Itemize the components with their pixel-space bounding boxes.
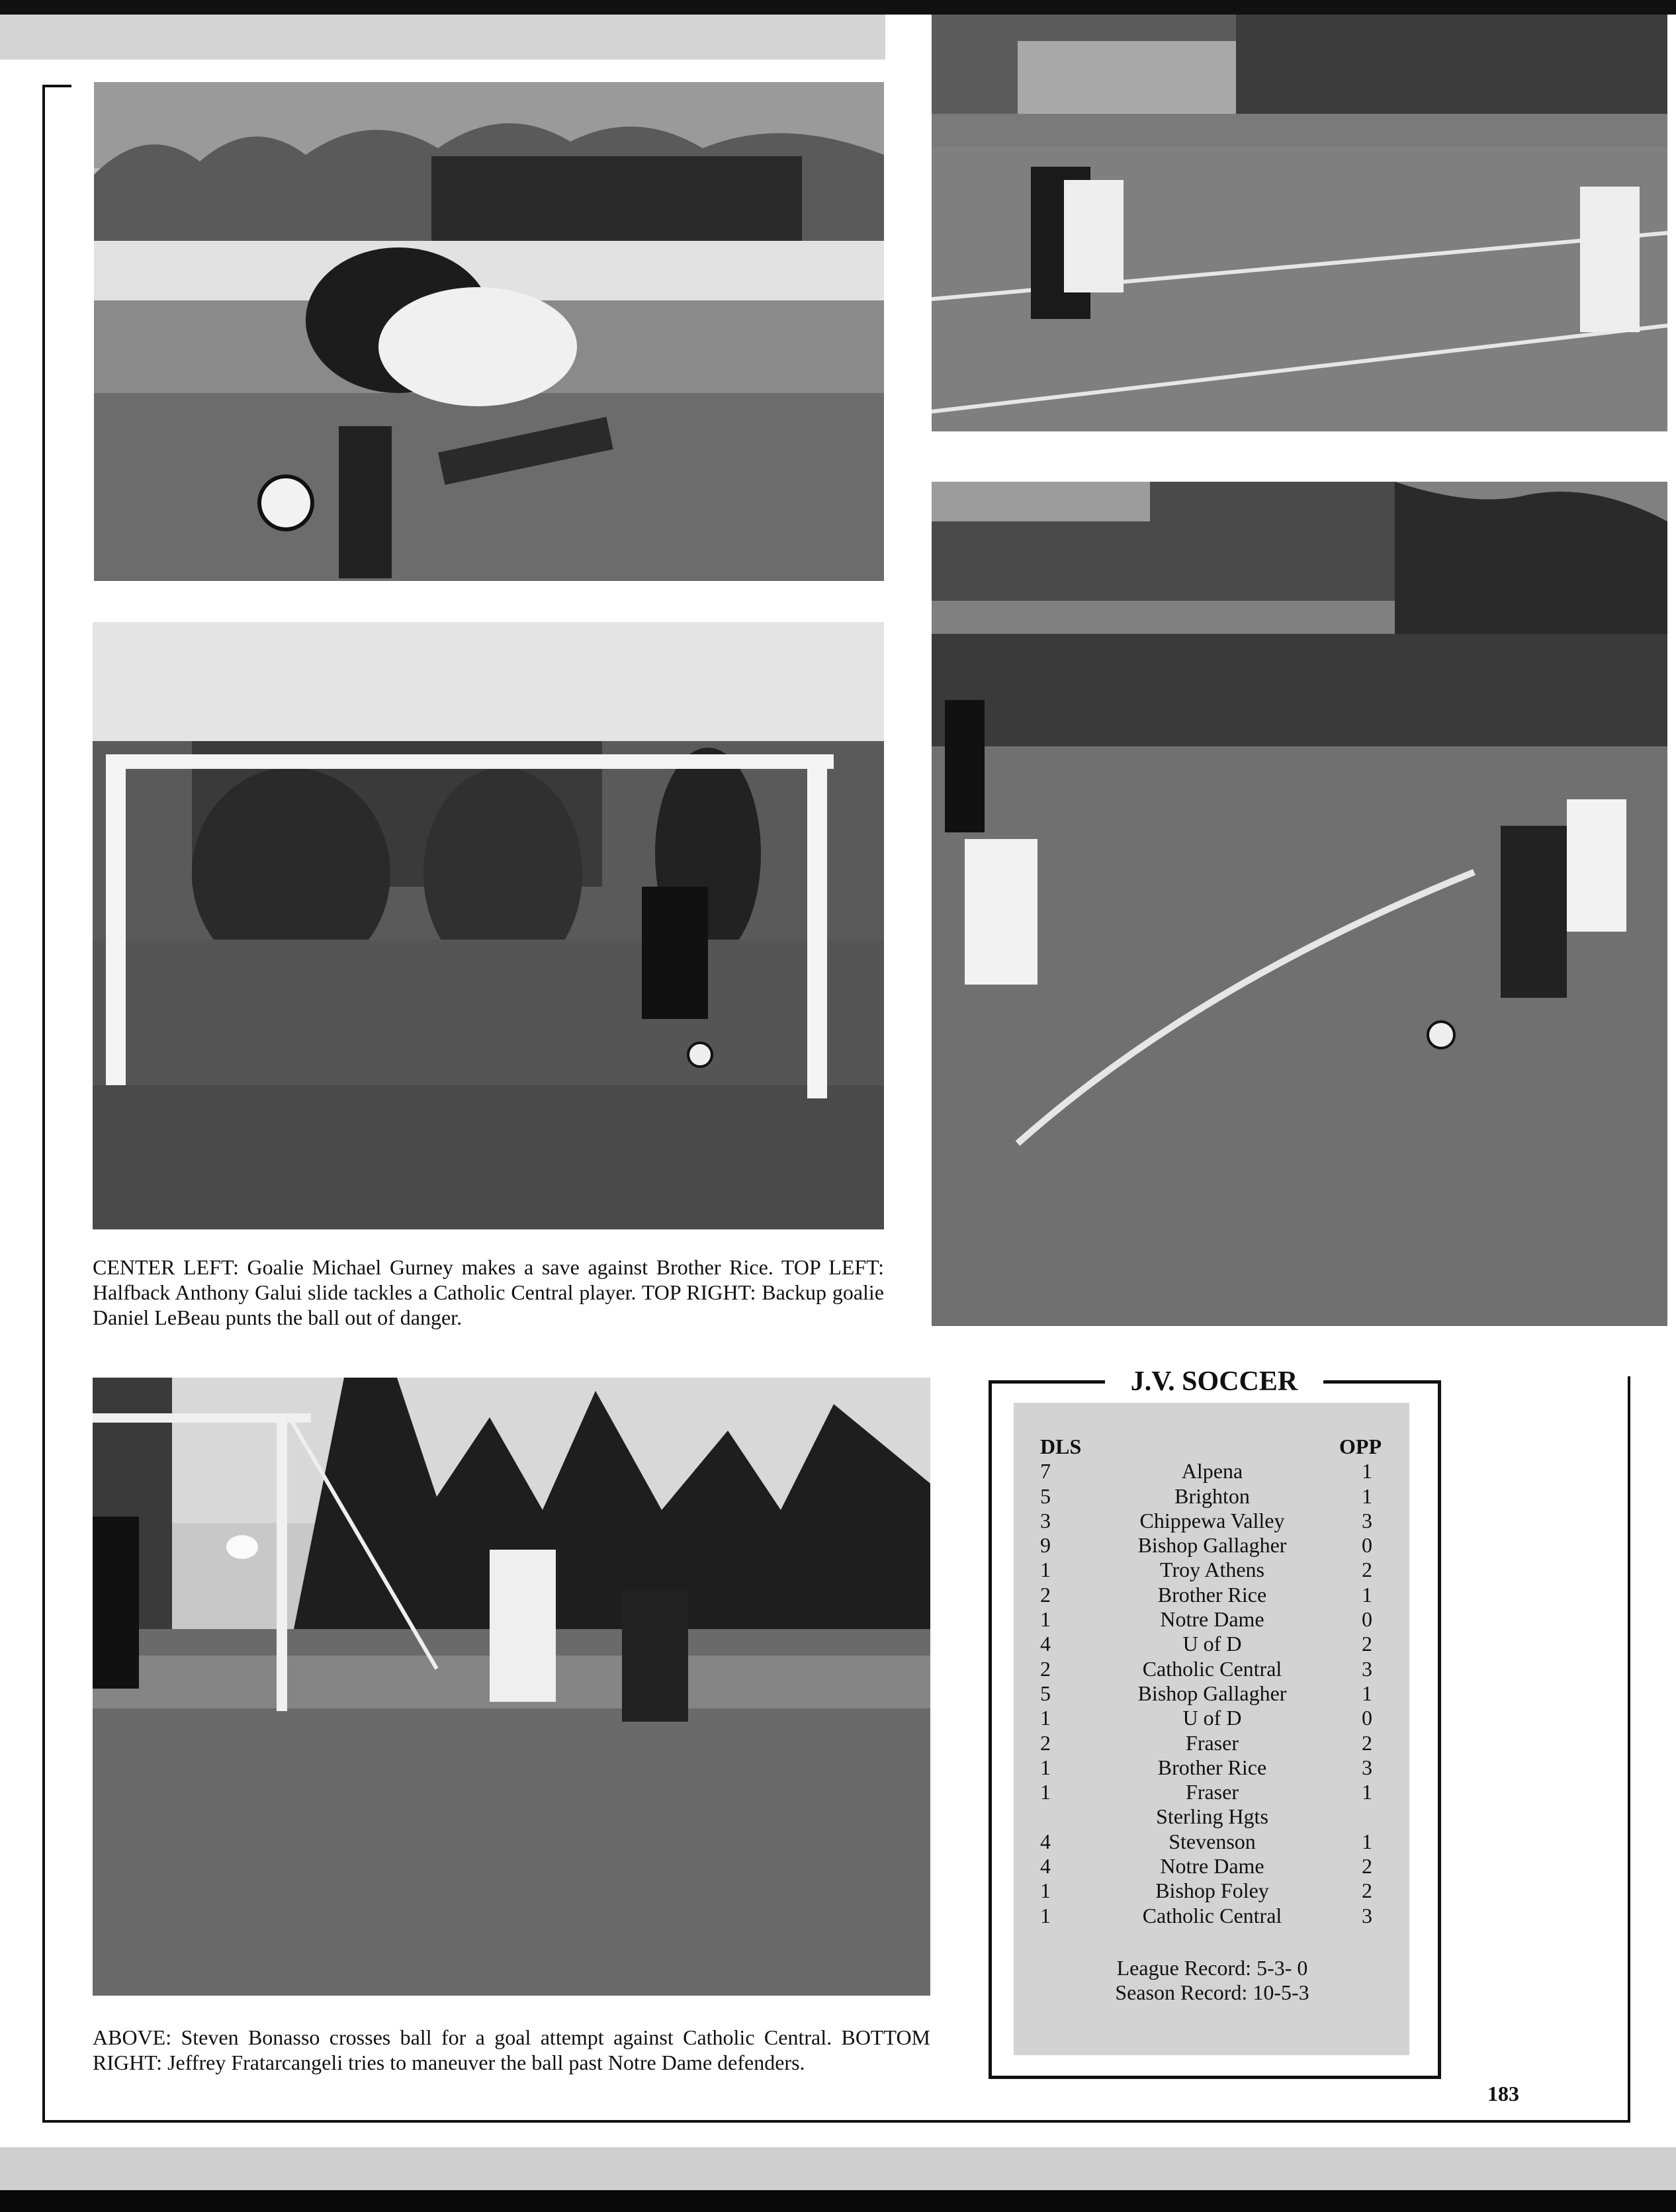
scoreboard-table <box>1040 1435 1387 1928</box>
opponent-name: Troy Athens <box>1160 1558 1264 1582</box>
opponent-name: Fraser <box>1186 1780 1239 1804</box>
page-number: 183 <box>1487 2082 1519 2105</box>
score-dls: 1 <box>1040 1879 1051 1903</box>
season-record: Season Record: 10-5-3 <box>1115 1980 1309 2004</box>
score-opp: 3 <box>1362 1656 1372 1681</box>
frame-rule-top <box>42 85 71 87</box>
score-opp: 3 <box>1362 1755 1372 1779</box>
photo-maneuver-past-defenders <box>932 482 1667 1326</box>
score-opp: 1 <box>1362 1780 1372 1804</box>
score-dls: 1 <box>1040 1780 1051 1804</box>
table-row <box>1040 1681 1387 1706</box>
score-dls: 2 <box>1040 1582 1051 1607</box>
table-row <box>1040 1533 1387 1558</box>
table-row <box>1040 1607 1387 1632</box>
score-dls: 4 <box>1040 1632 1051 1656</box>
opponent-name: Catholic Central <box>1142 1903 1282 1927</box>
table-row <box>1040 1583 1387 1607</box>
opponent-name: Alpena <box>1181 1459 1243 1483</box>
score-opp: 0 <box>1362 1607 1372 1632</box>
table-row <box>1040 1780 1387 1804</box>
score-dls: 1 <box>1040 1706 1051 1730</box>
opponent-name: Brother Rice <box>1157 1582 1267 1607</box>
score-dls: 2 <box>1040 1656 1051 1681</box>
score-dls: 5 <box>1040 1483 1051 1508</box>
records <box>1040 1956 1384 2005</box>
scoreboard-rows <box>1040 1459 1387 1928</box>
opponent-name: Fraser <box>1186 1730 1239 1755</box>
opponent-name: Bishop Gallagher <box>1137 1681 1287 1705</box>
score-opp: 2 <box>1362 1879 1372 1903</box>
score-opp: 2 <box>1362 1558 1372 1582</box>
opponent-name: Notre Dame <box>1160 1854 1264 1879</box>
frame-rule-left <box>42 85 45 2123</box>
score-opp: 2 <box>1362 1854 1372 1879</box>
column-header-dls: DLS <box>1040 1435 1082 1458</box>
caption-bottom-photos: ABOVE: Steven Bonasso crosses ball for a goal attempt against Catholic Central. BOTTOM RIGHT: Jeffrey Fratarcangeli tries to maneuver the ball past Notre Dame defenders. <box>93 2025 930 2074</box>
table-row <box>1040 1632 1387 1656</box>
scan-shadow-top <box>0 15 885 60</box>
score-opp: 2 <box>1362 1730 1372 1755</box>
table-row <box>1040 1459 1387 1483</box>
score-opp: 3 <box>1362 1508 1372 1532</box>
score-opp: 2 <box>1362 1632 1372 1656</box>
table-row <box>1040 1706 1387 1730</box>
table-row <box>1040 1558 1387 1582</box>
opponent-name: U of D <box>1182 1632 1242 1656</box>
photo-steven-bonasso-cross <box>93 1378 930 1996</box>
score-dls: 9 <box>1040 1533 1051 1558</box>
opponent-name: Brighton <box>1174 1483 1250 1508</box>
score-dls: 4 <box>1040 1854 1051 1879</box>
frame-rule-bottom <box>42 2120 1630 2123</box>
scoreboard-title: J.V. SOCCER <box>1105 1363 1323 1400</box>
score-dls: 7 <box>1040 1459 1051 1483</box>
score-opp: 3 <box>1362 1903 1372 1927</box>
table-row <box>1040 1509 1387 1533</box>
scan-edge-top <box>0 0 1676 15</box>
score-opp: 1 <box>1362 1459 1372 1483</box>
score-dls: 2 <box>1040 1730 1051 1755</box>
opponent-name: U of D <box>1182 1706 1242 1730</box>
photo-goalie-punt <box>932 15 1667 431</box>
table-row <box>1040 1657 1387 1681</box>
scoreboard-header <box>1040 1435 1387 1459</box>
table-row <box>1040 1484 1387 1509</box>
table-row <box>1040 1830 1387 1854</box>
photo-goalie-save <box>93 622 884 1229</box>
table-row <box>1040 1854 1387 1879</box>
score-opp: 1 <box>1362 1829 1372 1853</box>
opponent-name: Bishop Gallagher <box>1137 1533 1287 1558</box>
table-row <box>1040 1804 1387 1829</box>
score-dls: 1 <box>1040 1558 1051 1582</box>
score-opp: 1 <box>1362 1582 1372 1607</box>
score-dls: 1 <box>1040 1607 1051 1632</box>
caption-top-photos: CENTER LEFT: Goalie Michael Gurney makes a save against Brother Rice. TOP LEFT: Halfback Anthony Galui slide tackles a Catholic Central player. TOP RIGHT: Backup goalie Daniel LeBeau punts the ball out of danger. <box>93 1255 884 1329</box>
table-row <box>1040 1879 1387 1903</box>
scan-edge-bottom <box>0 2190 1676 2212</box>
opponent-name: Stevenson <box>1169 1829 1256 1853</box>
score-dls: 3 <box>1040 1508 1051 1532</box>
score-opp: 1 <box>1362 1681 1372 1705</box>
opponent-name: Bishop Foley <box>1155 1879 1269 1903</box>
score-opp: 0 <box>1362 1533 1372 1558</box>
photo-slide-tackle <box>94 82 884 581</box>
score-opp: 1 <box>1362 1483 1372 1508</box>
league-record: League Record: 5-3- 0 <box>1116 1956 1308 1980</box>
score-dls: 5 <box>1040 1681 1051 1705</box>
score-dls: 1 <box>1040 1755 1051 1779</box>
opponent-name: Brother Rice <box>1157 1755 1267 1779</box>
opponent-name: Chippewa Valley <box>1139 1508 1285 1532</box>
table-row <box>1040 1755 1387 1780</box>
opponent-name: Catholic Central <box>1142 1656 1282 1681</box>
column-header-opp: OPP <box>1339 1435 1382 1458</box>
opponent-name: Notre Dame <box>1160 1607 1264 1632</box>
score-dls: 4 <box>1040 1829 1051 1853</box>
frame-rule-right <box>1628 1376 1630 2123</box>
score-opp: 0 <box>1362 1706 1372 1730</box>
table-row <box>1040 1904 1387 1928</box>
table-row <box>1040 1731 1387 1755</box>
opponent-name: Sterling Hgts <box>1156 1804 1268 1829</box>
score-dls: 1 <box>1040 1903 1051 1927</box>
